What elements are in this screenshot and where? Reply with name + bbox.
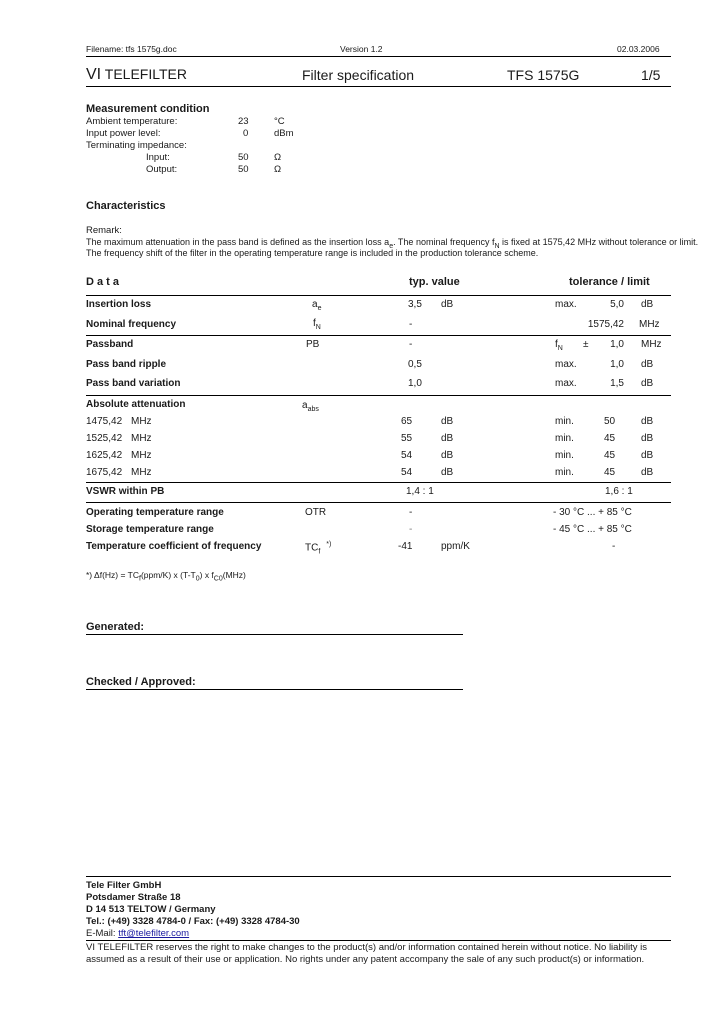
input-value: 50 [238, 152, 249, 163]
table-rule [86, 482, 671, 483]
version-text: Version 1.2 [340, 44, 383, 54]
date-text: 02.03.2006 [617, 44, 660, 54]
power-unit: dBm [274, 128, 294, 139]
footnote: *) $\Delta f(Hz) = TC_f(ppm/K)$ x $(T-T_0)$ x $f_{C0}(MHz)$ [86, 570, 246, 583]
footer-street: Potsdamer Straße 18 [86, 892, 181, 903]
att-typ-unit: dB [441, 467, 454, 478]
row-typ: - [409, 507, 413, 518]
table-rule [86, 335, 671, 336]
row-limit-unit: dB [641, 299, 654, 310]
disclaimer-line-1: VI TELEFILTER reserves the right to make changes to the product(s) and/or information contained herein without notice. No liability is [86, 942, 647, 953]
att-frequency: 1625,42 [86, 450, 123, 461]
att-limit: 45 [604, 467, 616, 478]
att-typ: 65 [401, 416, 413, 427]
col-data-header: D a t a [86, 276, 120, 288]
row-symbol: $f_N$ [313, 318, 321, 331]
row-limit: 1,0 [610, 359, 624, 370]
logo-mark: VI [86, 66, 102, 83]
ambient-label: Ambient temperature: [86, 116, 178, 127]
att-limit-kind: min. [555, 416, 574, 427]
abs-att-label: Absolute attenuation [86, 399, 186, 410]
att-frequency: 1525,42 [86, 433, 123, 444]
footer-city: D 14 513 TELTOW / Germany [86, 904, 216, 915]
row-limit: - 30 °C ... + 85 °C [553, 507, 632, 518]
row-symbol: $TC_f^{*)}$ [305, 541, 332, 556]
power-value: 0 [243, 128, 249, 139]
row-limit-unit: MHz [639, 319, 660, 330]
output-value: 50 [238, 164, 249, 175]
att-typ-unit: dB [441, 416, 454, 427]
att-limit-unit: dB [641, 416, 654, 427]
remark-label: Remark: [86, 225, 122, 236]
row-label: Nominal frequency [86, 319, 177, 330]
att-frequency: 1675,42 [86, 467, 123, 478]
email-link[interactable]: tft@telefilter.com [118, 928, 190, 939]
att-frequency-unit: MHz [131, 450, 152, 461]
att-typ: 54 [401, 467, 413, 478]
input-label: Input: [146, 152, 170, 163]
att-typ-unit: dB [441, 433, 454, 444]
footer-phone: Tel.: (+49) 3328 4784-0 / Fax: (+49) 3328 4784-30 [86, 916, 300, 927]
row-limit-kind: max. [555, 359, 577, 370]
measurement-title: Measurement condition [86, 103, 210, 115]
power-label: Input power level: [86, 128, 161, 139]
terminating-label: Terminating impedance: [86, 140, 187, 151]
att-limit-unit: dB [641, 467, 654, 478]
row-typ: 0,5 [408, 359, 422, 370]
row-label: Operating temperature range [86, 507, 224, 518]
part-number: TFS 1575G [507, 67, 580, 83]
checked-label: Checked / Approved: [86, 676, 196, 688]
characteristics-title: Characteristics [86, 200, 166, 212]
row-symbol: $a_e$ [312, 299, 322, 312]
row-label: Temperature coefficient of frequency [86, 541, 262, 552]
generated-label: Generated: [86, 621, 145, 633]
att-frequency-unit: MHz [131, 416, 152, 427]
generated-signature-line [86, 634, 463, 635]
row-limit: 1,5 [610, 378, 624, 389]
filename-text: Filename: tfs 1575g.doc [86, 44, 177, 54]
row-symbol: OTR [305, 507, 327, 518]
att-frequency-unit: MHz [131, 467, 152, 478]
row-limit: - [612, 541, 616, 552]
att-limit: 45 [604, 433, 616, 444]
table-rule [86, 502, 671, 503]
row-limit: 1575,42 [587, 319, 624, 330]
doc-title: Filter specification [302, 67, 415, 83]
footer-rule [86, 876, 671, 877]
table-rule [86, 395, 671, 396]
remark-line-1: The maximum attenuation in the pass band is defined as the insertion loss $a_e$. The nominal frequency $f_N$ is fixed at 1575,42 MHz without tolerance or limit. [86, 237, 699, 250]
row-typ: - [409, 319, 413, 330]
ambient-unit: °C [274, 116, 285, 127]
row-limit-unit: dB [641, 378, 654, 389]
att-frequency-unit: MHz [131, 433, 152, 444]
abs-att-symbol: $a_{abs}$ [302, 400, 319, 413]
footer-email-line: E-Mail: tft@telefilter.com [86, 928, 190, 939]
row-limit-pm: ± [583, 339, 589, 350]
company-logo [86, 66, 187, 84]
att-limit-kind: min. [555, 433, 574, 444]
disclaimer-line-2: assumed as a result of their use or application. No rights under any patent accompany the sale of any such product(s) or information. [86, 954, 645, 965]
row-label: Pass band variation [86, 378, 181, 389]
row-limit-kind: max. [555, 378, 577, 389]
row-label: VSWR within PB [86, 486, 165, 497]
att-limit-unit: dB [641, 433, 654, 444]
row-limit: 5,0 [610, 299, 624, 310]
att-limit: 50 [604, 416, 616, 427]
row-limit-kind: $f_N$ [555, 339, 563, 352]
ambient-value: 23 [238, 116, 249, 127]
row-label: Pass band ripple [86, 359, 167, 370]
row-limit-unit: MHz [641, 339, 662, 350]
row-symbol: PB [306, 339, 320, 350]
row-limit-kind: max. [555, 299, 577, 310]
att-typ: 55 [401, 433, 413, 444]
row-limit: 1,0 [610, 339, 624, 350]
att-frequency: 1475,42 [86, 416, 123, 427]
output-label: Output: [146, 164, 178, 175]
row-limit: 1,6 : 1 [605, 486, 633, 497]
row-typ: -41 [398, 541, 413, 552]
att-limit-kind: min. [555, 450, 574, 461]
header-rule [86, 56, 671, 57]
att-limit: 45 [604, 450, 616, 461]
row-typ: - [409, 524, 413, 535]
page-number: 1/5 [641, 67, 661, 83]
row-typ: - [409, 339, 413, 350]
row-label: Passband [86, 339, 134, 350]
remark-line-2: The frequency shift of the filter in the operating temperature range is included in the production tolerance scheme. [86, 248, 539, 258]
att-limit-unit: dB [641, 450, 654, 461]
output-unit: Ω [274, 164, 282, 175]
table-header-rule [86, 295, 671, 296]
att-typ-unit: dB [441, 450, 454, 461]
row-typ: 1,0 [408, 378, 422, 389]
footer-rule-2 [86, 940, 671, 941]
row-label: Storage temperature range [86, 524, 214, 535]
checked-signature-line [86, 689, 463, 690]
row-label: Insertion loss [86, 299, 152, 310]
row-limit-unit: dB [641, 359, 654, 370]
att-limit-kind: min. [555, 467, 574, 478]
row-typ: 1,4 : 1 [406, 486, 434, 497]
row-typ-unit: dB [441, 299, 454, 310]
col-tol-header: tolerance / limit [569, 276, 650, 288]
att-typ: 54 [401, 450, 413, 461]
row-limit: - 45 °C ... + 85 °C [553, 524, 632, 535]
col-typ-header: typ. value [409, 276, 460, 288]
footer-company: Tele Filter GmbH [86, 880, 162, 891]
input-unit: Ω [274, 152, 282, 163]
company-name: TELEFILTER [104, 66, 187, 82]
row-typ: 3,5 [408, 299, 422, 310]
row-typ-unit: ppm/K [441, 541, 470, 552]
title-rule [86, 86, 671, 87]
